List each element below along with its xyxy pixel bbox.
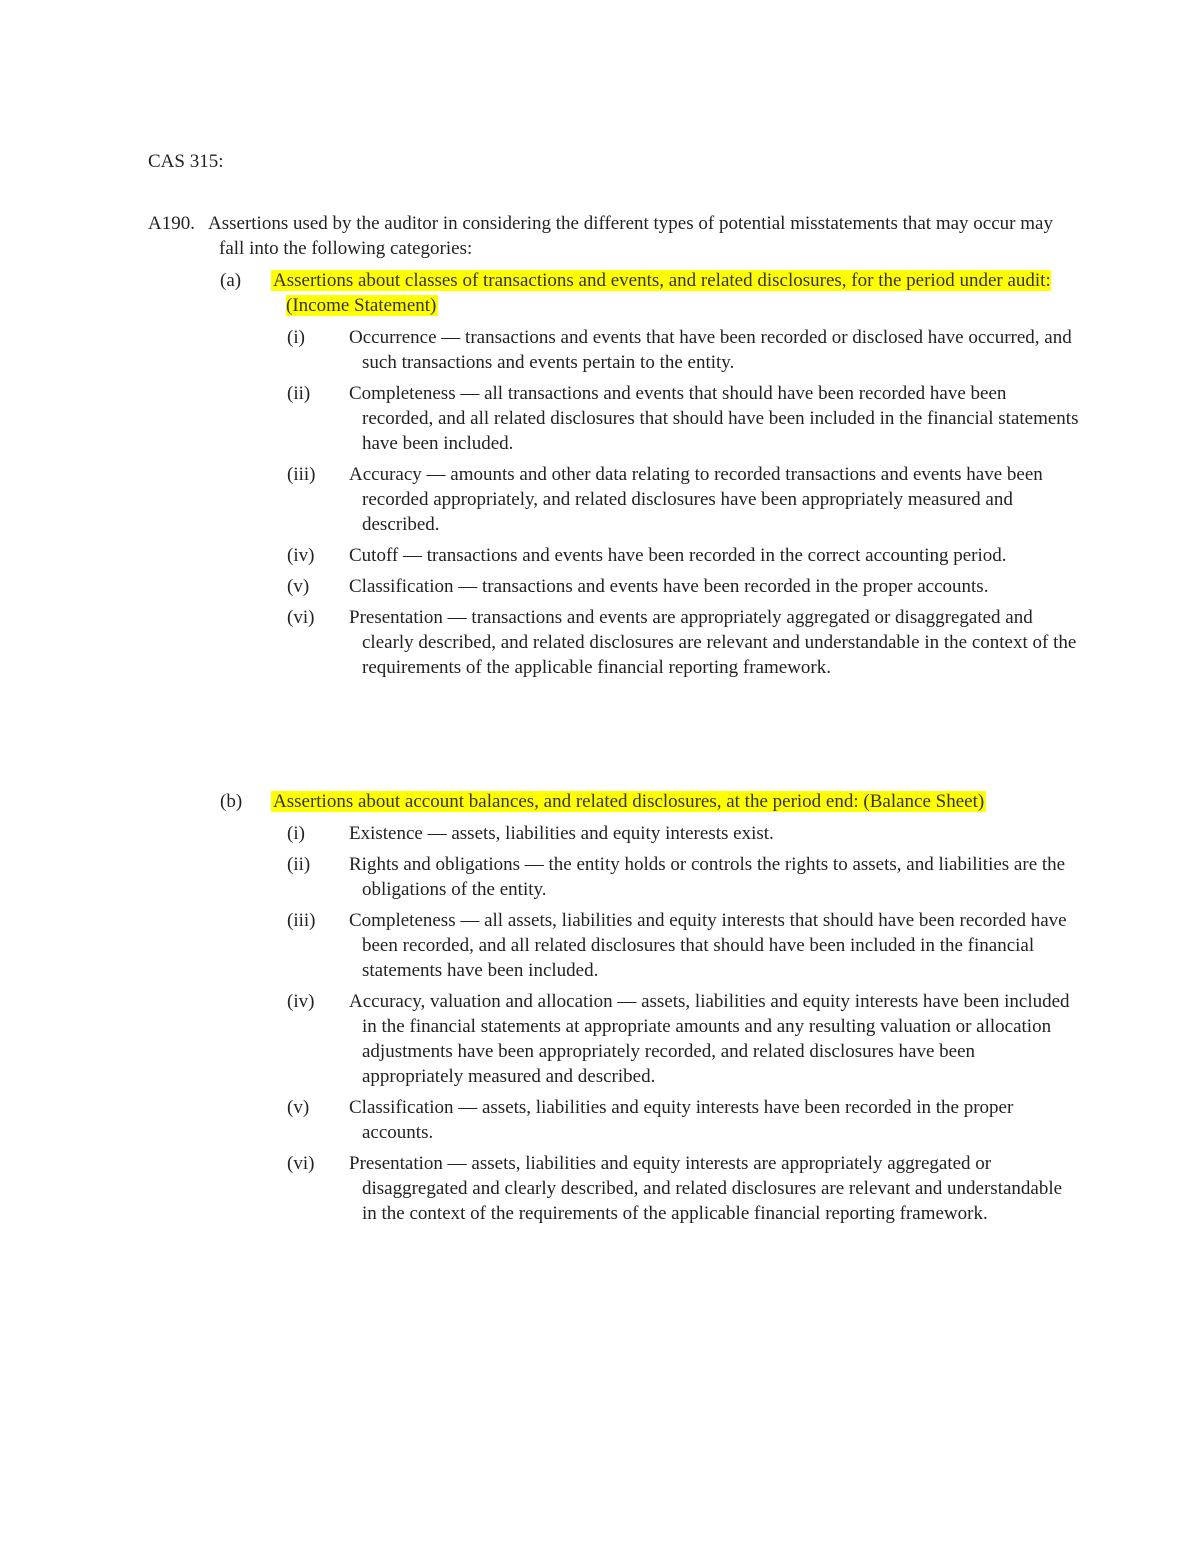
- item-label: (i): [287, 327, 305, 348]
- list-item: [287, 821, 1080, 846]
- item-text: Classification — assets, liabilities and equity interests have been recorded in the proper accounts.: [349, 1097, 1014, 1143]
- item-label: (iii): [287, 464, 316, 485]
- section-title: [271, 268, 1060, 318]
- item-label: (i): [287, 823, 305, 844]
- paragraph-a190: [148, 211, 1068, 261]
- item-text: Existence — assets, liabilities and equity interests exist.: [349, 823, 774, 844]
- item-text: Cutoff — transactions and events have been recorded in the correct accounting period.: [349, 545, 1007, 566]
- item-label: (v): [287, 576, 310, 597]
- item-text: Rights and obligations — the entity holds or controls the rights to assets, and liabilities are the obligations of the entity.: [349, 854, 1066, 900]
- item-text: Occurrence — transactions and events that have been recorded or disclosed have occurred, and such transactions and events pertain to the entity.: [349, 327, 1072, 373]
- list-item: [287, 381, 1080, 456]
- list-item: [287, 543, 1080, 568]
- paragraph-text: [208, 211, 1068, 261]
- document-heading: CAS 315:: [148, 151, 224, 172]
- item-text: Presentation — assets, liabilities and equity interests are appropriately aggregated or disaggregated and clearly described, and related disclosures are relevant and understandable in the context of the requirements of the applicable financial reporting framework.: [349, 1153, 1063, 1224]
- paragraph-number: A190.: [148, 213, 195, 234]
- item-label: (vi): [287, 1153, 315, 1174]
- item-text: Completeness — all transactions and events that should have been recorded have been recorded, and all related disclosures that should have been included in the financial statements have been included.: [349, 383, 1079, 454]
- highlighted-section-title: Assertions about classes of transactions and events, and related disclosures, for the period under audit: (Income Statement): [273, 270, 1051, 316]
- highlighted-section-title: Assertions about account balances, and related disclosures, at the period end: (Balance Sheet): [273, 791, 985, 812]
- item-label: (iii): [287, 910, 316, 931]
- section-title: [271, 789, 1060, 814]
- item-label: (v): [287, 1097, 310, 1118]
- section-label: (b): [220, 791, 243, 812]
- list-item: [287, 852, 1080, 902]
- paragraph-intro-text: Assertions used by the auditor in considering the different types of potential misstatements that may occur may fall into the following categories:: [208, 213, 1053, 259]
- item-label: (vi): [287, 607, 315, 628]
- list-item: [287, 325, 1080, 375]
- assertion-list: [220, 821, 1080, 1226]
- list-item: [287, 908, 1080, 983]
- assertion-list: [220, 325, 1080, 680]
- section-label: (a): [220, 270, 242, 291]
- item-text: Accuracy, valuation and allocation — assets, liabilities and equity interests have been included in the financial statements at appropriate amounts and any resulting valuation or allocation adjustments have been appropriately recorded, and related disclosures have been appropriately measured and described.: [349, 991, 1070, 1087]
- section-a: [220, 268, 1080, 686]
- list-item: [287, 989, 1080, 1089]
- item-label: (ii): [287, 383, 311, 404]
- list-item: [287, 574, 1080, 599]
- list-item: [287, 462, 1080, 537]
- list-item: [287, 1095, 1080, 1145]
- item-text: Completeness — all assets, liabilities and equity interests that should have been recorded have been recorded, and all related disclosures that should have been included in the financial statements have been included.: [349, 910, 1067, 981]
- item-text: Classification — transactions and events have been recorded in the proper accounts.: [349, 576, 989, 597]
- item-text: Presentation — transactions and events are appropriately aggregated or disaggregated and clearly described, and related disclosures are relevant and understandable in the context of the requirements of the applicable financial reporting framework.: [349, 607, 1077, 678]
- item-label: (iv): [287, 991, 315, 1012]
- item-label: (ii): [287, 854, 311, 875]
- item-label: (iv): [287, 545, 315, 566]
- item-text: Accuracy — amounts and other data relating to recorded transactions and events have been recorded appropriately, and related disclosures have been appropriately measured and described.: [349, 464, 1043, 535]
- list-item: [287, 605, 1080, 680]
- list-item: [287, 1151, 1080, 1226]
- section-b: [220, 789, 1080, 1232]
